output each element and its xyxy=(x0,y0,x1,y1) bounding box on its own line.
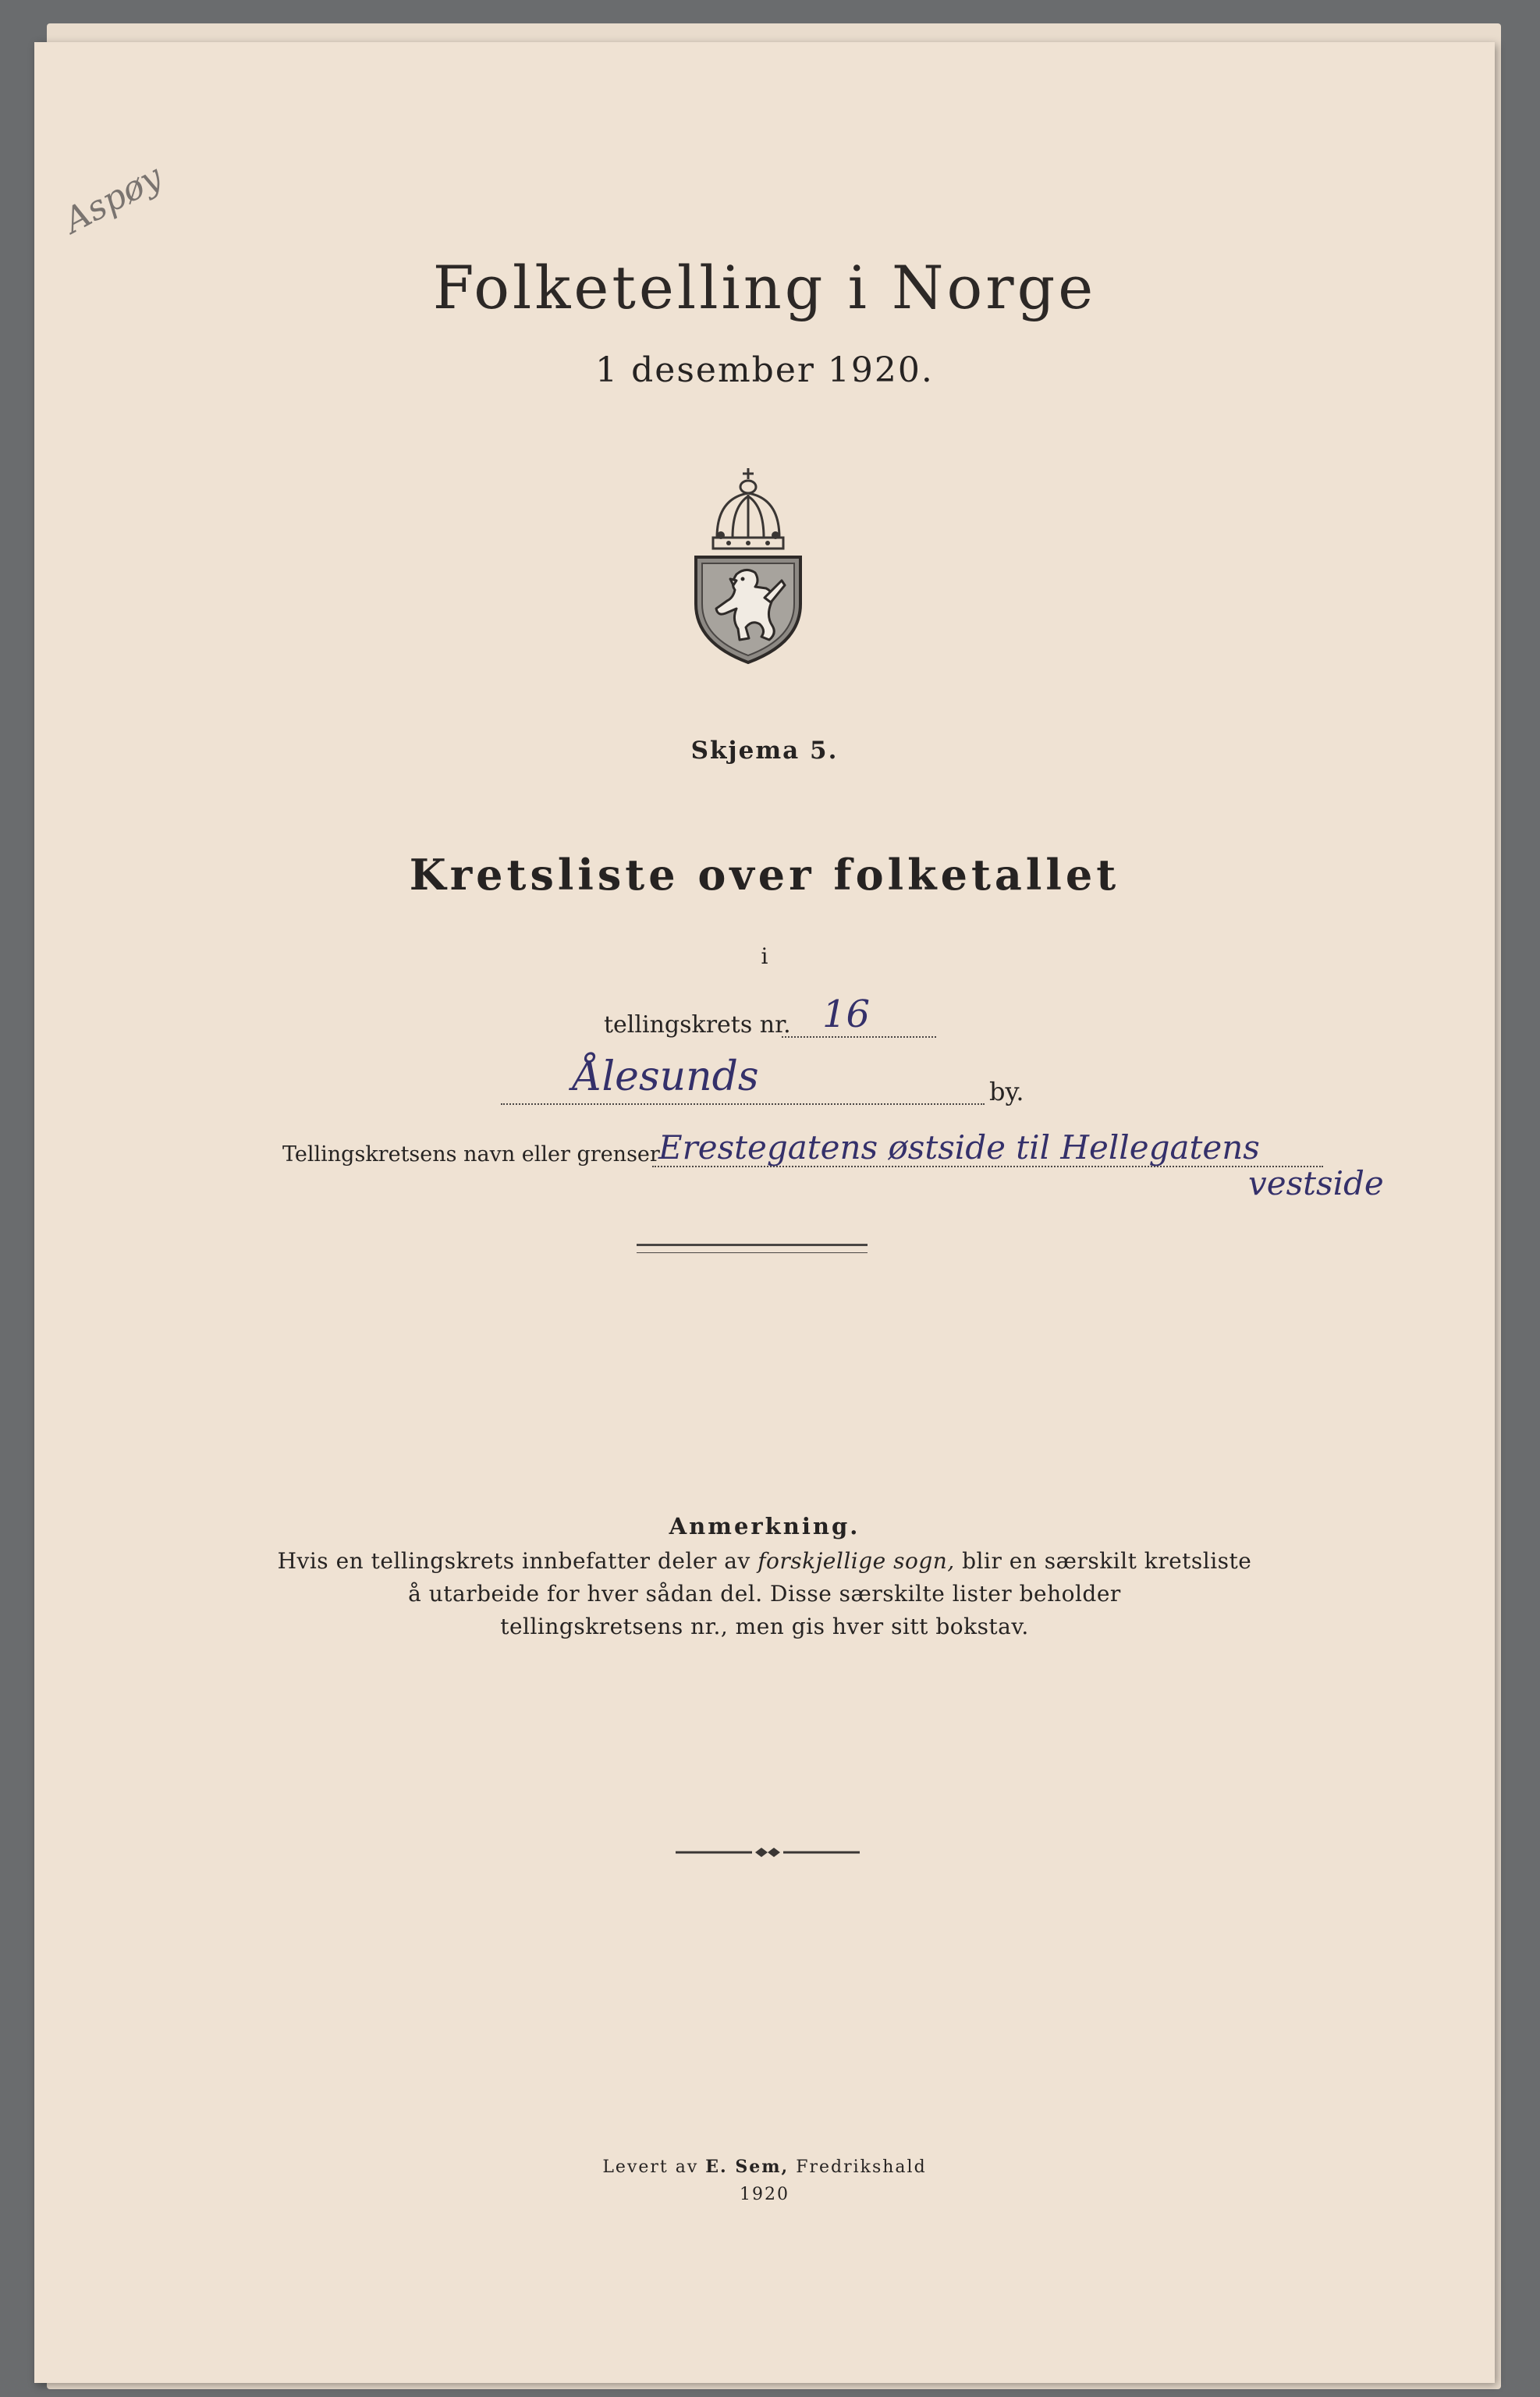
note-line-3: tellingskretsens nr., men gis hver sitt bokstav. xyxy=(500,1614,1029,1639)
note-line-2: å utarbeide for hver sådan del. Disse særskilte lister beholder xyxy=(408,1581,1121,1607)
imprint-year: 1920 xyxy=(740,2185,790,2204)
district-bounds-label: Tellingskretsens navn eller grenser xyxy=(282,1142,660,1167)
margin-note: Aspøy xyxy=(58,157,169,242)
district-number-value: 16 xyxy=(822,993,871,1036)
town-suffix: by. xyxy=(989,1077,1024,1106)
census-date: 1 desember 1920. xyxy=(595,350,934,390)
form-number: Skjema 5. xyxy=(690,737,839,765)
printer-imprint xyxy=(34,2157,1495,2177)
note-line-1-start: Hvis en tellingskrets innbefatter deler av xyxy=(277,1548,758,1574)
form-heading: Kretsliste over folketallet xyxy=(409,850,1120,900)
note-line-1-end: blir en særskilt kretsliste xyxy=(954,1548,1252,1574)
district-number-line xyxy=(782,1036,936,1038)
note-line-1-italic: forskjellige sogn, xyxy=(758,1548,955,1574)
district-number-label: tellingskrets nr. xyxy=(604,1011,791,1039)
connector-text: i xyxy=(761,943,768,969)
norwegian-lion-coat-of-arms-icon xyxy=(690,463,807,669)
imprint-place: Fredrikshald xyxy=(789,2157,927,2177)
imprint-start: Levert av xyxy=(602,2157,706,2177)
town-line xyxy=(501,1103,985,1105)
town-value: Ålesunds xyxy=(573,1053,759,1100)
imprint-printer: E. Sem, xyxy=(705,2157,790,2177)
section-divider xyxy=(637,1244,868,1253)
note-line-1 xyxy=(34,1548,1495,1574)
census-form-page xyxy=(34,42,1495,2383)
district-bounds-value-line1: Erestegatens østside til Hellegatens xyxy=(658,1128,1260,1167)
page-title: Folketelling i Norge xyxy=(432,253,1097,322)
note-heading: Anmerkning. xyxy=(669,1513,860,1539)
district-bounds-value-line2: vestside xyxy=(1248,1164,1384,1202)
decorative-rule-ornament-icon xyxy=(674,1845,861,1863)
